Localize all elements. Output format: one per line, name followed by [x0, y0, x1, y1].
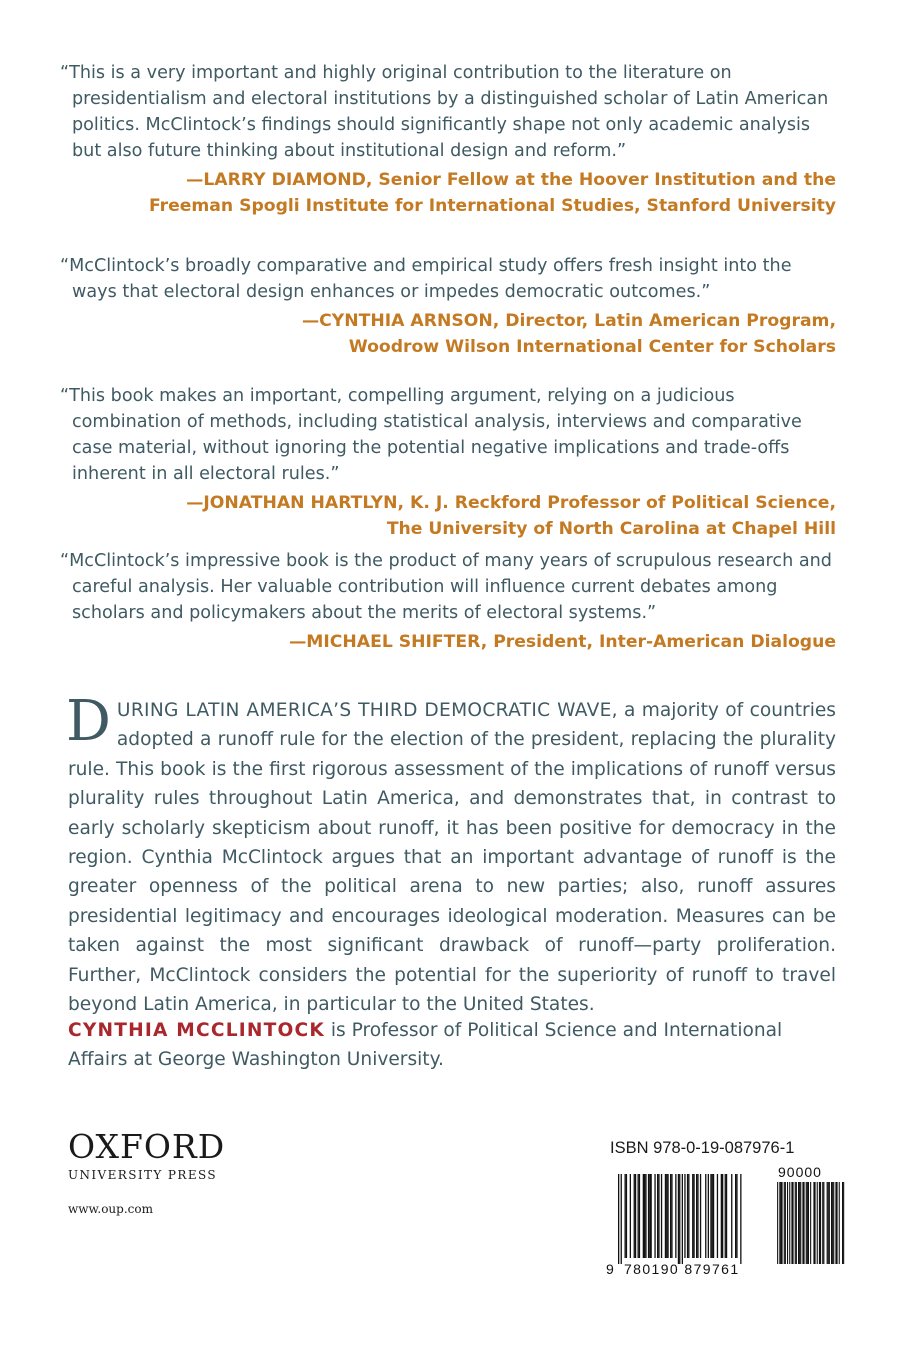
barcode-lead-digit: 9 [606, 1261, 614, 1277]
review-quote-4 [60, 548, 840, 655]
quote-text: “McClintock’s impressive book is the product of many years of scrupulous research and careful analysis. Her valuable contribution will influence current debates among scholars and policymakers about the merits of electoral systems.” [60, 551, 832, 623]
barcode-bar [713, 1174, 714, 1258]
barcode-bar [684, 1174, 685, 1258]
barcode-addon-bar [798, 1182, 799, 1264]
barcode-bar [682, 1174, 683, 1264]
barcode-bar [721, 1174, 722, 1258]
barcode-bar [717, 1174, 718, 1258]
publisher-name: OXFORD [68, 1127, 226, 1166]
barcode-bar [645, 1174, 646, 1258]
barcode-bar [639, 1174, 640, 1258]
barcode-addon-bar [837, 1182, 838, 1264]
barcode-bar [621, 1174, 622, 1264]
barcode-bar [693, 1174, 694, 1258]
barcode-bar [658, 1174, 659, 1258]
barcode-bar [649, 1174, 650, 1258]
author-bio-text: is Professor of Political Science and International Affairs at George Washington University. [68, 1020, 783, 1071]
barcode-addon-bar [799, 1182, 800, 1264]
barcode-addon-bar [831, 1182, 832, 1264]
barcode-addon-bar [833, 1182, 834, 1264]
barcode-bar [651, 1174, 652, 1258]
quote-text: “This is a very important and highly original contribution to the literature on presidentialism and electoral institutions by a distinguished scholar of Latin American politics. McClintock’s findings should significantly shape not only academic analysis but also future thinking about institutional design and reform.” [60, 63, 829, 161]
barcode-bar [736, 1174, 737, 1258]
book-description [66, 689, 836, 1019]
barcode-bar [634, 1174, 635, 1258]
barcode-addon-bar [804, 1182, 805, 1264]
quote-attribution: —LARRY DIAMOND, Senior Fellow at the Hoover Institution and the Freeman Spogli Institute for International Studies, Stanford University [148, 170, 836, 216]
barcode-addon-bar [827, 1182, 828, 1264]
author-bio [68, 1016, 836, 1075]
barcode-addon-bar [787, 1182, 788, 1264]
barcode-addon-bar [796, 1182, 797, 1264]
barcode-addon-bar [810, 1182, 811, 1264]
barcode-bar [696, 1174, 697, 1258]
barcode-bar [625, 1174, 626, 1258]
publisher-logo [68, 1127, 238, 1216]
barcode-addon-bar [808, 1182, 809, 1264]
barcode-bar [740, 1174, 741, 1264]
barcode-bar [665, 1174, 666, 1258]
barcode-addon-bar [829, 1182, 830, 1264]
description-body: , a majority of countries adopted a runoff rule for the election of the president, replacing the plurality rule. This book is the first rigorous assessment of the implications of runoff versus plurality rules throughout Latin America, and demonstrates that, in contrast to early scholarly skepticism about runoff, it has been positive for democracy in the region. Cynthia McClintock argues that an important advantage of runoff is the greater openness of the political arena to new parties; also, runoff assures presidential legitimacy and encourages ideological moderation. Measures can be taken against the most significant drawback of runoff—party proliferation. Further, McClintock considers the potential for the superiority of runoff to travel beyond Latin America, in particular to the United States. [68, 700, 836, 1016]
barcode-bar [708, 1174, 709, 1258]
barcode-bar [630, 1174, 631, 1258]
quote-attribution: —CYNTHIA ARNSON, Director, Latin American Program, Woodrow Wilson International Center for Scholars [301, 311, 836, 357]
barcode-addon-bar [780, 1182, 781, 1264]
barcode-bar [725, 1174, 726, 1258]
barcode-bar [678, 1174, 679, 1264]
barcode-addon-bar [835, 1182, 836, 1264]
barcode-addon-bar [822, 1182, 823, 1264]
barcode-addon-bar [795, 1182, 796, 1264]
quote-attribution: —MICHAEL SHIFTER, President, Inter-American Dialogue [289, 632, 836, 652]
barcode-addon-bar [777, 1182, 778, 1264]
barcode [600, 1166, 846, 1280]
barcode-addon-bar [832, 1182, 833, 1264]
review-quote-3 [60, 383, 840, 542]
drop-cap: D [66, 689, 111, 754]
barcode-addon-bar [791, 1182, 792, 1264]
barcode-bar [705, 1174, 706, 1258]
barcode-bar [635, 1174, 636, 1258]
barcode-addon-bar [815, 1182, 816, 1264]
isbn-label: ISBN 978-0-19-087976-1 [610, 1139, 795, 1157]
quote-attribution: —JONATHAN HARTLYN, K. J. Reckford Professor of Political Science, The University of North Carolina at Chapel Hill [186, 493, 836, 539]
barcode-addon-bar [820, 1182, 821, 1264]
barcode-bar [688, 1174, 689, 1258]
barcode-bar [667, 1174, 668, 1258]
barcode-bar [731, 1174, 732, 1258]
barcode-bar [644, 1174, 645, 1258]
barcode-bar [735, 1174, 736, 1258]
price-code: 90000 [778, 1164, 822, 1180]
barcode-addon-bar [842, 1182, 843, 1264]
barcode-bar [687, 1174, 688, 1258]
barcode-bar [654, 1174, 655, 1258]
barcode-addon-bar [823, 1182, 824, 1264]
barcode-bar [675, 1174, 676, 1258]
barcode-bar [671, 1174, 672, 1258]
barcode-bar [726, 1174, 727, 1258]
barcode-addon-bar [793, 1182, 794, 1264]
barcode-bar [712, 1174, 713, 1258]
barcode-addon-bar [782, 1182, 783, 1264]
publisher-subtitle: UNIVERSITY PRESS [68, 1168, 218, 1182]
barcode-addon-bar [807, 1182, 808, 1264]
barcode-bar [618, 1174, 619, 1264]
barcode-addon-bar [806, 1182, 807, 1264]
barcode-bar [666, 1174, 667, 1258]
barcode-bar [643, 1174, 644, 1258]
barcode-bar [710, 1174, 711, 1258]
quote-text: “This book makes an important, compelling argument, relying on a judicious combination of methods, including statistical analysis, interviews and comparative case material, without ignoring the potential negative implications and trade-offs inherent in all electoral rules.” [60, 386, 802, 484]
barcode-bar [661, 1174, 662, 1258]
barcode-bar [697, 1174, 698, 1258]
description-lead: URING LATIN AMERICA’S THIRD DEMOCRATIC WAVE [116, 700, 612, 721]
author-name: CYNTHIA MCCLINTOCK [68, 1020, 325, 1041]
barcode-addon-bar [789, 1182, 790, 1264]
review-quote-1 [60, 60, 840, 219]
barcode-bar [679, 1174, 680, 1264]
review-quote-2 [60, 253, 840, 360]
barcode-addon-bar [813, 1182, 814, 1264]
barcode-bar [700, 1174, 701, 1258]
barcode-addon-bar [839, 1182, 840, 1264]
barcode-addon-bar [784, 1182, 785, 1264]
barcode-addon-bar [843, 1182, 844, 1264]
barcode-addon-bar [800, 1182, 801, 1264]
barcode-addon-bar [828, 1182, 829, 1264]
barcode-digits: 780190 879761 [624, 1261, 740, 1277]
barcode-addon-bar [779, 1182, 780, 1264]
barcode-bar [722, 1174, 723, 1258]
barcode-bar [692, 1174, 693, 1258]
barcode-bar [626, 1174, 627, 1258]
barcode-bar [638, 1174, 639, 1258]
barcode-bar [670, 1174, 671, 1258]
barcode-bar [648, 1174, 649, 1258]
barcode-addon-bar [819, 1182, 820, 1264]
quote-text: “McClintock’s broadly comparative and empirical study offers fresh insight into the ways that electoral design enhances or impedes democratic outcomes.” [60, 256, 792, 302]
publisher-url[interactable]: www.oup.com [68, 1202, 153, 1216]
barcode-addon-bar [785, 1182, 786, 1264]
barcode-addon-bar [802, 1182, 803, 1264]
barcode-bar [657, 1174, 658, 1258]
barcode-addon-bar [817, 1182, 818, 1264]
